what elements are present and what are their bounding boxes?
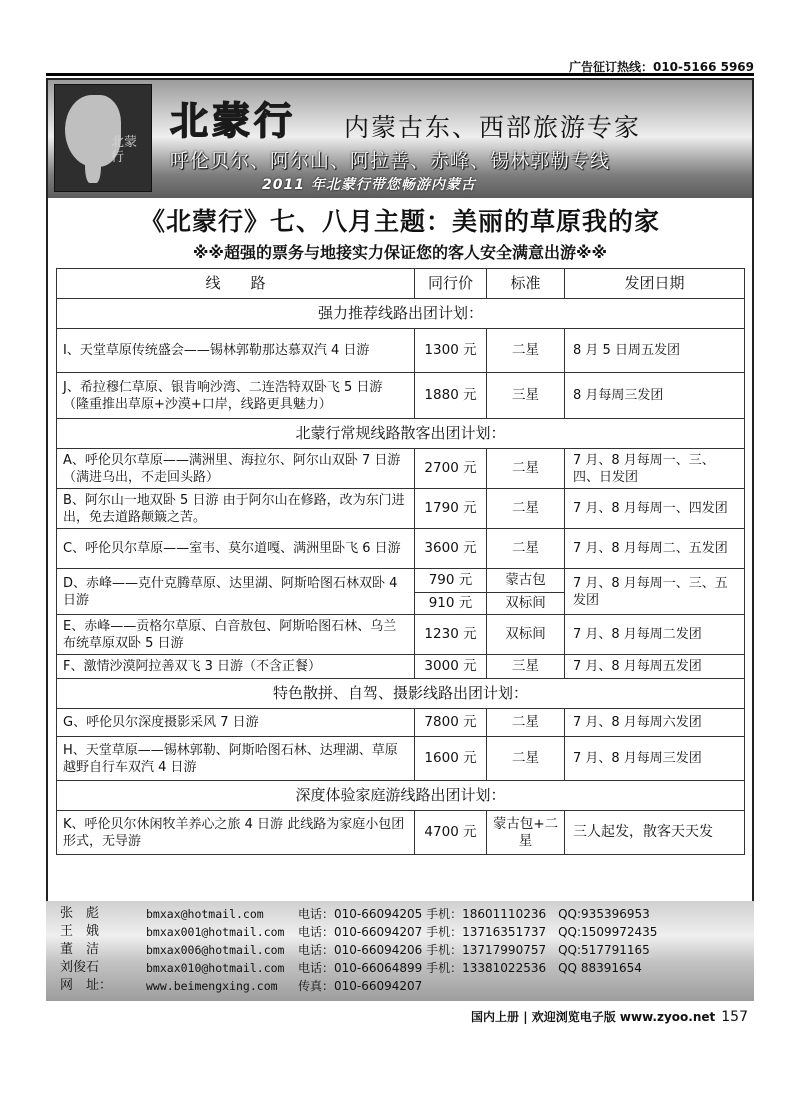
price-cell: 1880 元 xyxy=(415,373,487,419)
contact-email[interactable]: bmxax010@hotmail.com xyxy=(146,961,285,975)
price-cell: 4700 元 xyxy=(415,811,487,855)
standard-cell: 二星 xyxy=(487,449,565,489)
route-cell: J、希拉穆仁草原、银肯响沙湾、二连浩特双卧飞 5 日游（隆重推出草原+沙漠+口岸，线路更具魅力） xyxy=(57,373,415,419)
price-cell: 790 元 xyxy=(415,569,487,593)
route-cell: G、呼伦贝尔深度摄影采风 7 日游 xyxy=(57,709,415,737)
standard-cell: 二星 xyxy=(487,529,565,569)
date-cell: 8 月每周三发团 xyxy=(565,373,745,419)
section-title: 强力推荐线路出团计划： xyxy=(57,299,745,329)
table-row xyxy=(57,569,745,593)
price-cell: 7800 元 xyxy=(415,709,487,737)
route-cell: F、激情沙漠阿拉善双飞 3 日游（不含正餐） xyxy=(57,655,415,679)
contact-panel xyxy=(46,901,754,1001)
date-cell: 三人起发，散客天天发 xyxy=(565,811,745,855)
price-cell: 910 元 xyxy=(415,593,487,615)
section-title: 北蒙行常规线路散客出团计划： xyxy=(57,419,745,449)
standard-cell: 三星 xyxy=(487,373,565,419)
header-date: 发团日期 xyxy=(565,269,745,299)
page-subtitle: ※※超强的票务与地接实力保证您的客人安全满意出游※※ xyxy=(192,243,608,262)
contact-phones: 电话：010-66094206 手机：13717990757 QQ:517791165 xyxy=(298,943,650,957)
contact-phones: 电话：010-66094205 手机：18601110236 QQ:935396953 xyxy=(298,907,650,921)
contact-phones: 电话：010-66064899 手机：13381022536 QQ 88391654 xyxy=(298,961,642,975)
banner xyxy=(48,80,752,198)
logo xyxy=(54,84,152,192)
price-cell: 2700 元 xyxy=(415,449,487,489)
route-cell: B、阿尔山一地双卧 5 日游 由于阿尔山在修路，改为东门进出，免去道路颠簸之苦。 xyxy=(57,489,415,529)
route-cell: K、呼伦贝尔休闲牧羊养心之旅 4 日游 此线路为家庭小包团形式，无导游 xyxy=(57,811,415,855)
ad-frame xyxy=(46,78,754,903)
page-number: 157 xyxy=(721,1009,748,1025)
standard-cell: 蒙古包 xyxy=(487,569,565,593)
standard-cell: 二星 xyxy=(487,329,565,373)
contact-phones: 电话：010-66094207 手机：13716351737 QQ:1509972435 xyxy=(298,925,658,939)
contact-email[interactable]: bmxax006@hotmail.com xyxy=(146,943,285,957)
standard-cell: 三星 xyxy=(487,655,565,679)
contact-name: 张 彪 xyxy=(60,906,100,921)
price-cell: 1600 元 xyxy=(415,737,487,781)
price-cell: 3000 元 xyxy=(415,655,487,679)
contact-name: 王 娥 xyxy=(60,924,100,939)
price-cell: 1230 元 xyxy=(415,615,487,655)
header-route: 线 路 xyxy=(57,269,415,299)
table-row xyxy=(57,615,745,655)
page-title: 《北蒙行》七、八月主题：美丽的草原我的家 xyxy=(139,207,660,236)
date-cell: 7 月、8 月每周二发团 xyxy=(565,615,745,655)
table-row xyxy=(57,709,745,737)
price-cell: 3600 元 xyxy=(415,529,487,569)
ad-hotline: 广告征订热线：010-5166 5969 xyxy=(568,60,754,74)
standard-cell: 二星 xyxy=(487,489,565,529)
top-rule xyxy=(46,73,754,76)
standard-cell: 二星 xyxy=(487,709,565,737)
page-footer xyxy=(471,1008,748,1025)
route-table xyxy=(56,268,745,855)
logo-figure-icon xyxy=(85,127,101,183)
table-row xyxy=(57,329,745,373)
route-cell: D、赤峰——克什克腾草原、达里湖、阿斯哈图石林双卧 4 日游 xyxy=(57,569,415,615)
website-label: 网 址： xyxy=(60,978,113,993)
table-header-row xyxy=(57,269,745,299)
section-title: 特色散拼、自驾、摄影线路出团计划： xyxy=(57,679,745,709)
tour-tagline: 2011 年北蒙行带您畅游内蒙古 xyxy=(262,177,476,193)
route-cell: I、天堂草原传统盛会——锡林郭勒那达慕双汽 4 日游 xyxy=(57,329,415,373)
header-standard: 标准 xyxy=(487,269,565,299)
website-link[interactable]: www.beimengxing.com xyxy=(146,979,278,993)
brand-name: 北蒙行 xyxy=(170,99,297,143)
route-cell: H、天堂草原——锡林郭勒、阿斯哈图石林、达理湖、草原越野自行车双汽 4 日游 xyxy=(57,737,415,781)
table-row xyxy=(57,373,745,419)
table-row xyxy=(57,449,745,489)
date-cell: 7 月、8 月每周一、三、五发团 xyxy=(565,569,745,615)
header-price: 同行价 xyxy=(415,269,487,299)
price-cell: 1790 元 xyxy=(415,489,487,529)
table-row xyxy=(57,737,745,781)
footer-text: 国内上册 | 欢迎浏览电子版 www.zyoo.net xyxy=(471,1010,716,1024)
route-cell: C、呼伦贝尔草原——室韦、莫尔道嘎、满洲里卧飞 6 日游 xyxy=(57,529,415,569)
price-cell: 1300 元 xyxy=(415,329,487,373)
date-cell: 7 月、8 月每周一、三、四、日发团 xyxy=(565,449,745,489)
standard-cell: 双标间 xyxy=(487,593,565,615)
contact-name: 刘俊石 xyxy=(60,960,100,975)
route-list: 呼伦贝尔、阿尔山、阿拉善、赤峰、锡林郭勒专线 xyxy=(170,150,611,172)
contact-email[interactable]: bmxax@hotmail.com xyxy=(146,907,264,921)
section-title: 深度体验家庭游线路出团计划： xyxy=(57,781,745,811)
date-cell: 8 月 5 日周五发团 xyxy=(565,329,745,373)
date-cell: 7 月、8 月每周三发团 xyxy=(565,737,745,781)
date-cell: 7 月、8 月每周五发团 xyxy=(565,655,745,679)
route-cell: A、呼伦贝尔草原——满洲里、海拉尔、阿尔山双卧 7 日游（满进乌出，不走回头路） xyxy=(57,449,415,489)
contact-email[interactable]: bmxax001@hotmail.com xyxy=(146,925,285,939)
brand-slogan: 内蒙古东、西部旅游专家 xyxy=(344,113,642,142)
table-row xyxy=(57,811,745,855)
standard-cell: 二星 xyxy=(487,737,565,781)
date-cell: 7 月、8 月每周二、五发团 xyxy=(565,529,745,569)
date-cell: 7 月、8 月每周一、四发团 xyxy=(565,489,745,529)
standard-cell: 双标间 xyxy=(487,615,565,655)
fax-number: 传真：010-66094207 xyxy=(298,979,423,993)
table-row xyxy=(57,529,745,569)
table-row xyxy=(57,489,745,529)
table-row xyxy=(57,655,745,679)
date-cell: 7 月、8 月每周六发团 xyxy=(565,709,745,737)
route-cell: E、赤峰——贡格尔草原、白音敖包、阿斯哈图石林、乌兰布统草原双卧 5 日游 xyxy=(57,615,415,655)
standard-cell: 蒙古包+二星 xyxy=(487,811,565,855)
logo-mark: 北蒙行 xyxy=(111,135,138,165)
contact-name: 董 洁 xyxy=(60,942,100,957)
